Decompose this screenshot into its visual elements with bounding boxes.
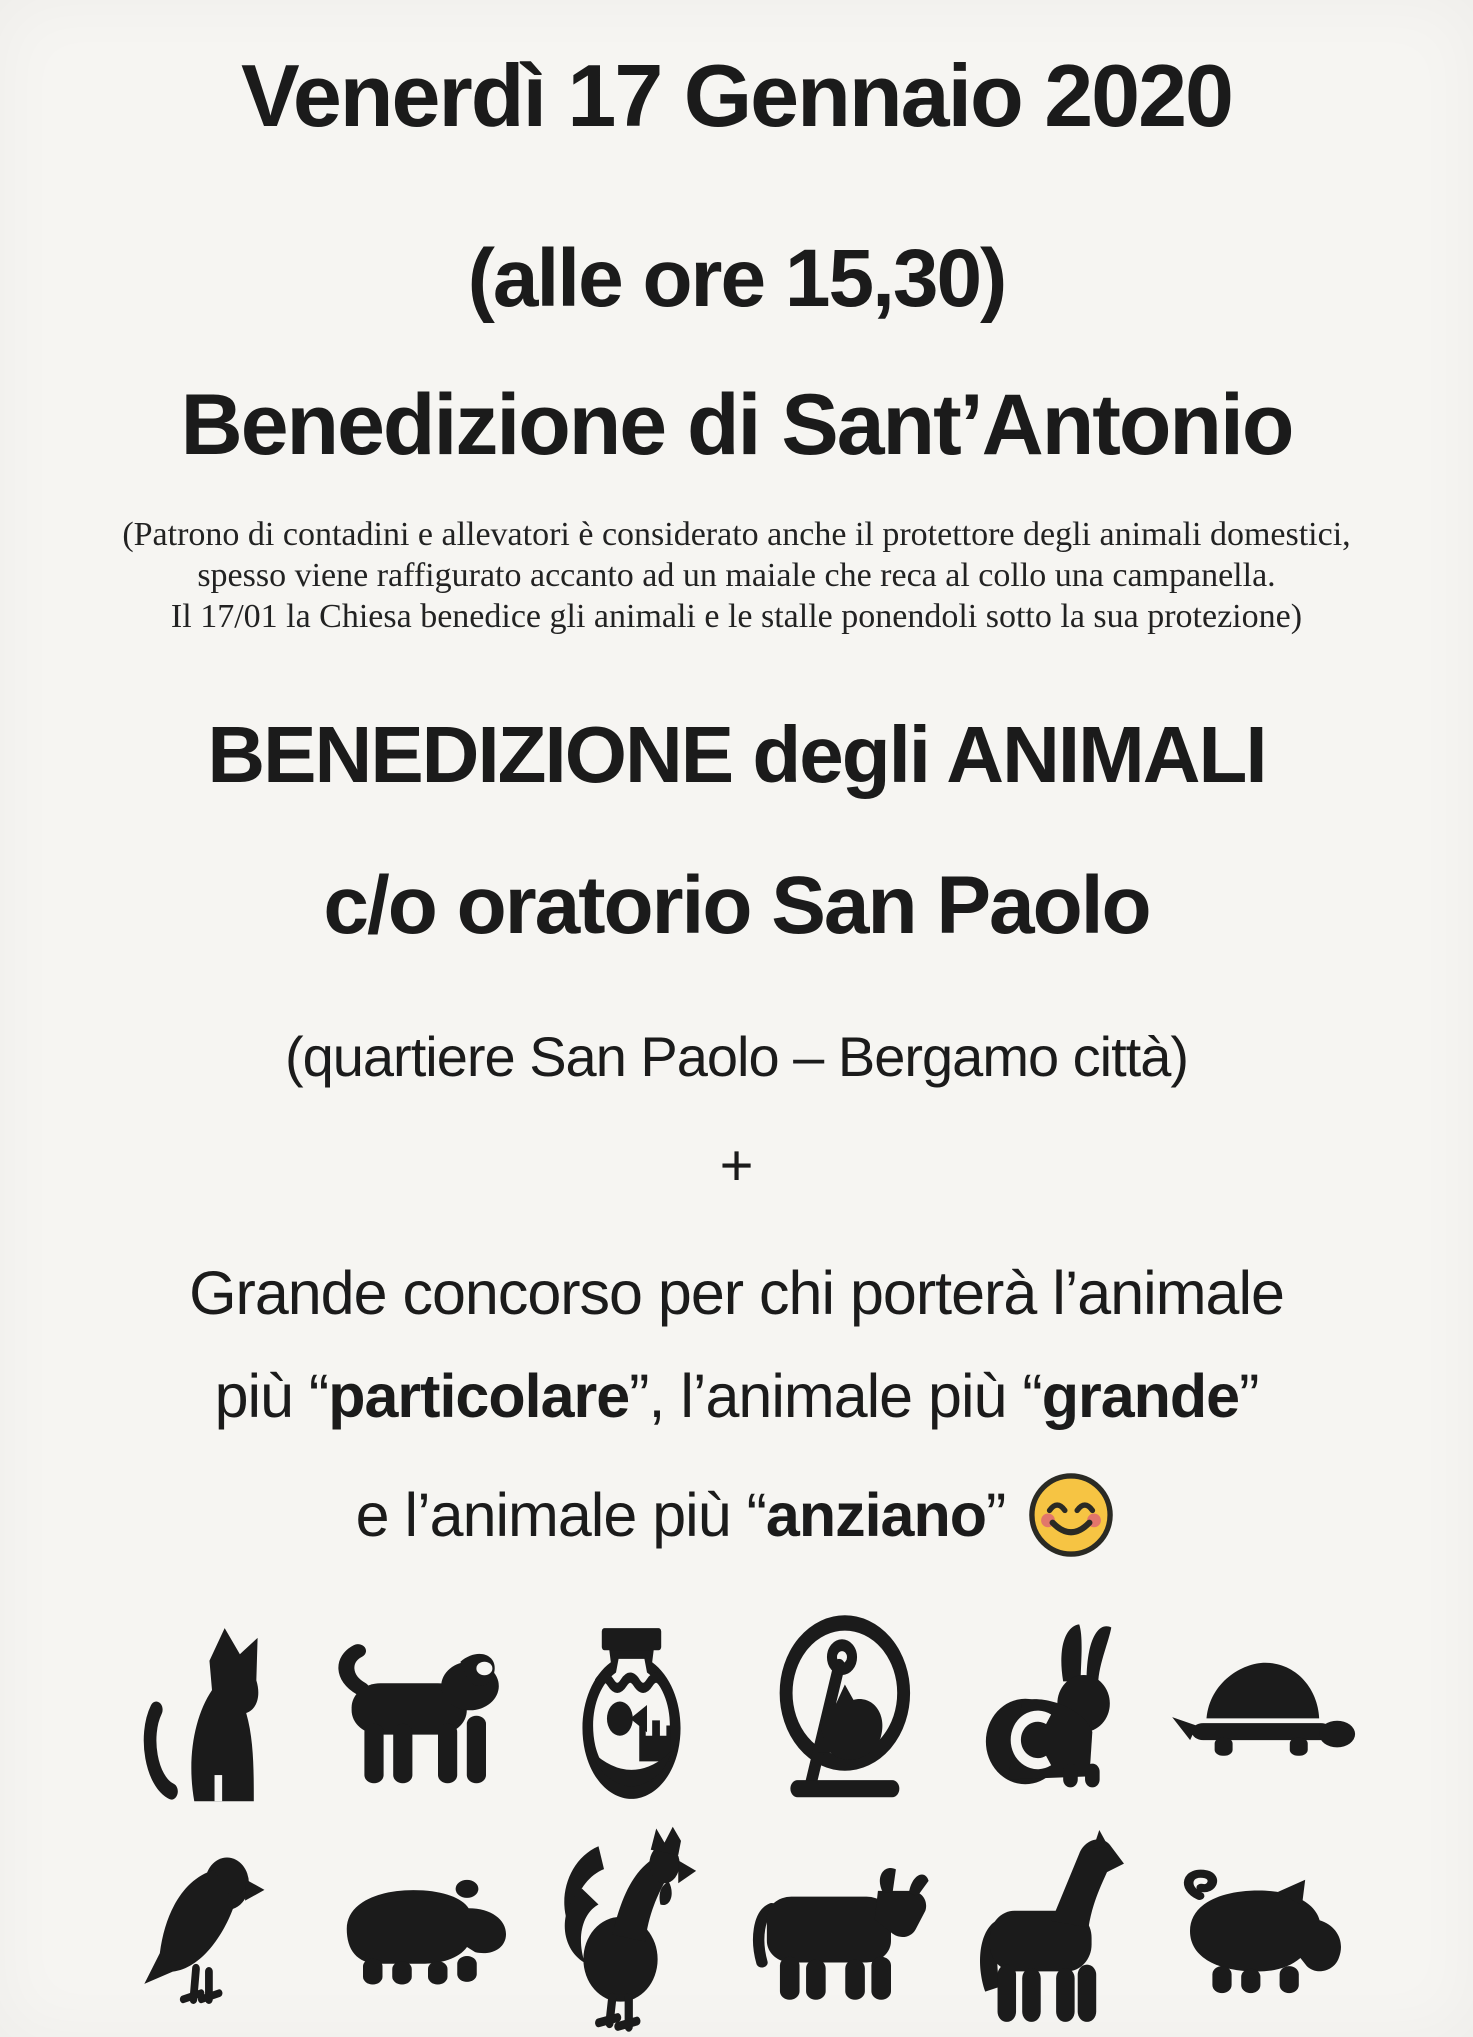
saint-note (122, 514, 1350, 637)
dog-icon (324, 1632, 520, 1794)
turtle-icon (1164, 1641, 1360, 1786)
bird-icon (114, 1839, 310, 2024)
event-area: (quartiere San Paolo – Bergamo città) (284, 1025, 1189, 1088)
time-line: (alle ore 15,30) (467, 233, 1006, 324)
cow-icon (744, 1845, 940, 2017)
saint-title: Benedizione di Sant’Antonio (180, 377, 1293, 473)
smiling-face-emoji-icon (1025, 1469, 1117, 1561)
contest-line-2: più “particolare”, l’animale più “grande” (214, 1362, 1259, 1430)
contest-line-1: Grande concorso per chi porterà l’animale (189, 1259, 1284, 1327)
farm-icons-row (114, 1825, 1360, 2037)
saint-note-line: spesso viene raffigurato accanto ad un maiale che reca al collo una campanella. (197, 557, 1276, 594)
rooster-icon (534, 1825, 730, 2037)
saint-note-line: Il 17/01 la Chiesa benedice gli animali e le stalle ponendoli sotto la sua protezione) (170, 598, 1303, 635)
plus-separator: + (719, 1133, 754, 1198)
hippo-icon (324, 1854, 520, 2009)
pets-icons-row (114, 1609, 1360, 1817)
saint-note-line: (Patrono di contadini e allevatori è considerato anche il protettore degli animali domestici, (122, 516, 1351, 553)
date-title: Venerdì 17 Gennaio 2020 (241, 46, 1232, 145)
hamster-wheel-icon (744, 1611, 940, 1816)
fishbowl-icon (534, 1611, 730, 1816)
contest-line-3: e l’animale più “anziano” (356, 1469, 1118, 1561)
pig-icon (1164, 1850, 1360, 2012)
horse-icon (954, 1830, 1150, 2032)
rabbit-icon (954, 1618, 1150, 1808)
event-title: BENEDIZIONE degli ANIMALI (207, 710, 1266, 799)
cat-icon (114, 1615, 310, 1811)
event-location: c/o oratorio San Paolo (323, 860, 1150, 951)
